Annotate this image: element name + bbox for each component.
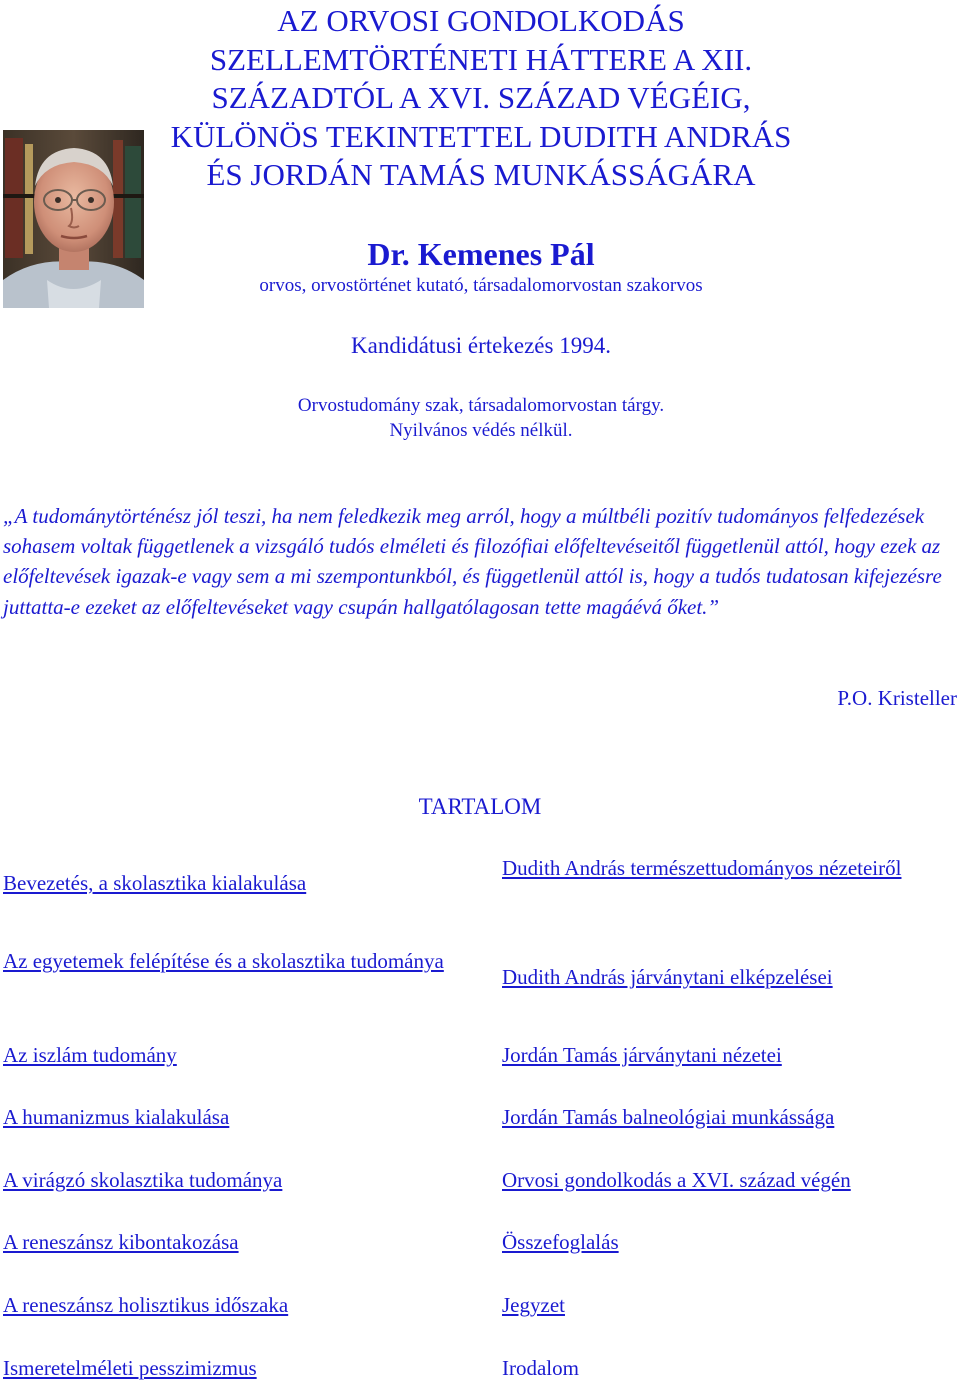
toc-link[interactable]: Bevezetés, a skolasztika kialakulása [3, 871, 307, 895]
epigraph-quote: „A tudománytörténész jól teszi, ha nem feledkezik meg arról, hogy a múltbéli pozitív tudományos felfedezések sohasem voltak függetlenek a vizsgáló tudós elméleti és filozófiai előfeltevéseitől függetlenül attól, hogy ezek az előfeltevések igazak-e vagy sem a mi szempontunkból, és függetlenül attól is, hogy a tudós tudatosan kifejezésre juttatta-e ezeket az előfeltevéseket vagy csupán hallgatólagosan tette magáévá őket.” [3, 504, 942, 619]
toc-link[interactable]: Az egyetemek felépítése és a skolasztika tudománya [3, 949, 444, 973]
quote-author: P.O. Kristeller [837, 686, 957, 710]
toc-link[interactable]: Összefoglalás [502, 1230, 619, 1254]
defense-note: Nyilvános védés nélkül. [389, 420, 573, 441]
author-portrait [3, 130, 144, 308]
toc-item-plain: Irodalom [502, 1356, 579, 1380]
toc-link[interactable]: Az iszlám tudomány [3, 1043, 177, 1067]
field-info [150, 393, 812, 443]
toc-link[interactable]: Dudith András járványtani elképzelései [502, 965, 833, 989]
toc-link[interactable]: Jordán Tamás járványtani nézetei [502, 1043, 782, 1067]
page-title: AZ ORVOSI GONDOLKODÁS SZELLEMTÖRTÉNETI HÁTTERE A XII. SZÁZADTÓL A XVI. SZÁZAD VÉGÉIG, KÜLÖNÖS TEKINTETTEL DUDITH ANDRÁS ÉS JORDÁN TAMÁS MUNKÁSSÁGÁRA [170, 3, 792, 192]
toc-link[interactable]: A virágzó skolasztika tudománya [3, 1168, 283, 1192]
thesis-info: Kandidátusi értekezés 1994. [351, 333, 611, 358]
toc-link[interactable]: A reneszánsz kibontakozása [3, 1230, 239, 1254]
toc-link[interactable]: Dudith András természettudományos nézeteiről [502, 856, 902, 880]
toc-link[interactable]: Jegyzet [502, 1293, 565, 1317]
toc-link[interactable]: A reneszánsz holisztikus időszaka [3, 1293, 289, 1317]
author-role: orvos, orvostörténet kutató, társadalomorvostan szakorvos [259, 275, 703, 296]
toc-link[interactable]: A humanizmus kialakulása [3, 1105, 230, 1129]
toc-link[interactable]: Jordán Tamás balneológiai munkássága [502, 1105, 835, 1129]
toc-heading: TARTALOM [418, 794, 542, 819]
toc-link[interactable]: Orvosi gondolkodás a XVI. század végén [502, 1168, 851, 1192]
field-line: Orvostudomány szak, társadalomorvostan tárgy. [297, 395, 665, 416]
author-name: Dr. Kemenes Pál [367, 236, 595, 272]
toc-link[interactable]: Ismeretelméleti pesszimizmus [3, 1356, 257, 1380]
